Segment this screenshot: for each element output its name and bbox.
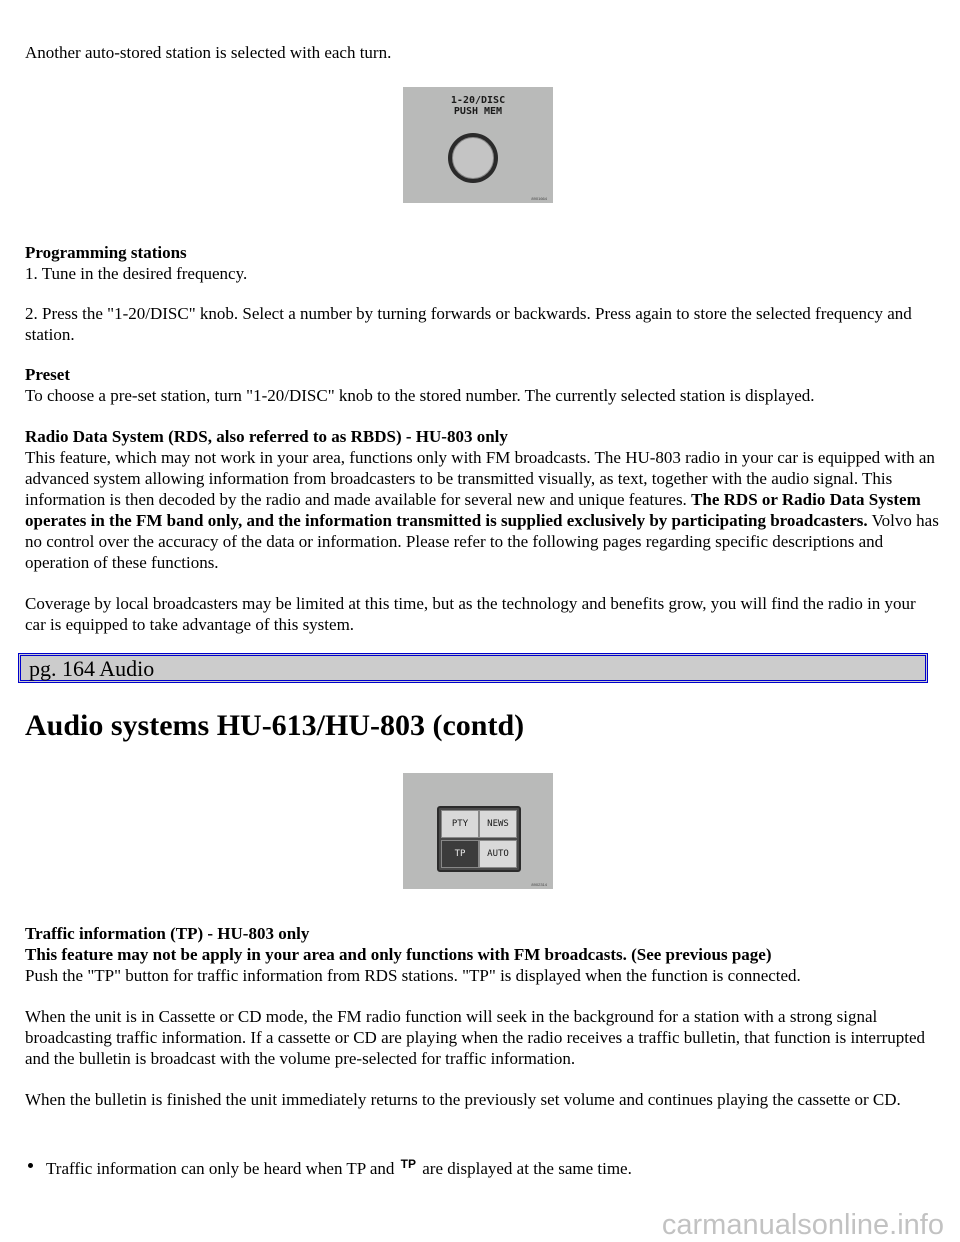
traffic-text-2: When the unit is in Cassette or CD mode, the FM radio function will seek in the background for a station with a strong signal broadcasting traffic information. If a cassette or CD are playing when the radio receives a traffic bulletin, that function is interrupted and the bulletin is broadcast with the volume pre-selected for traffic information. [25, 1007, 926, 1068]
knob-label-2: PUSH MEM [453, 106, 503, 117]
programming-step-1: 1. Tune in the desired frequency. [25, 264, 248, 283]
programming-step-2-block [25, 303, 940, 345]
traffic-bullet [46, 1154, 632, 1179]
auto-button-illustration: AUTO [479, 840, 517, 868]
watermark-bottom: carmanualsonline.info [661, 1209, 944, 1241]
tp-radio-icon: TP [400, 1157, 417, 1171]
news-button-illustration: NEWS [479, 810, 517, 838]
preset-text: To choose a pre-set station, turn "1-20/DISC" knob to the stored number. The currently selected station is displayed. [25, 386, 815, 405]
programming-step-2: 2. Press the "1-20/DISC" knob. Select a number by turning forwards or backwards. Press again to store the selected frequency and station. [25, 304, 912, 344]
tp-button-illustration: TP [441, 840, 479, 868]
figure-code: 8901664 [531, 196, 547, 201]
traffic-text-3: When the bulletin is finished the unit immediately returns to the previously set volume and continues playing the cassette or CD. [25, 1090, 901, 1109]
preset-heading: Preset [25, 365, 70, 384]
rds-heading: Radio Data System (RDS, also referred to as RBDS) - HU-803 only [25, 427, 508, 446]
knob-illustration [448, 133, 498, 183]
traffic-heading: Traffic information (TP) - HU-803 only [25, 924, 310, 943]
bullet-dot [28, 1163, 33, 1168]
rds-text-a: This feature, which may not work in your area, functions only with FM broadcasts. The HU-803 radio in your car is equipped with an advanced system allowing information from broadcasters to be transmitted visually, as text, together with the audio signal. This information is then decoded by the radio and made available for several new and unique features. [25, 448, 935, 509]
rds-coverage: Coverage by local broadcasters may be limited at this time, but as the technology and benefits grow, you will find the radio in your car is equipped to take advantage of this system. [25, 594, 916, 634]
traffic-text-2-block [25, 1006, 940, 1069]
intro-text: Another auto-stored station is selected with each turn. [25, 43, 392, 62]
traffic-text-3-block [25, 1089, 940, 1110]
page-title: Audio systems HU-613/HU-803 (contd) [25, 709, 525, 742]
rds-paragraph [25, 447, 940, 573]
bullet-text-a: Traffic information can only be heard when TP and [46, 1159, 399, 1178]
rds-buttons-figure [403, 773, 553, 889]
rds-coverage-block [25, 593, 940, 635]
preset-section [25, 364, 940, 406]
traffic-section [25, 923, 940, 986]
programming-heading: Programming stations [25, 243, 187, 262]
knob-figure [403, 87, 553, 203]
rds-text-bold: The RDS or Radio Data System operates in the FM band only, and the information transmitted is supplied exclusively by participating broadcasters. [25, 490, 921, 530]
rds-section [25, 426, 940, 573]
page-bar: pg. 164 Audio [18, 653, 928, 683]
bullet-text-b: are displayed at the same time. [418, 1159, 632, 1178]
button-panel [437, 806, 521, 872]
pty-button-illustration: PTY [441, 810, 479, 838]
traffic-subheading: This feature may not be apply in your area and only functions with FM broadcasts. (See previous page) [25, 945, 772, 964]
rds-text-b: Volvo has no control over the accuracy of the data or information. Please refer to the following pages regarding specific descriptions and operation of these functions. [25, 511, 939, 572]
programming-section [25, 242, 940, 284]
traffic-text-1: Push the "TP" button for traffic information from RDS stations. "TP" is displayed when the function is connected. [25, 966, 801, 985]
figure-code: 8902314 [531, 882, 547, 887]
knob-label-1: 1-20/DISC [450, 95, 506, 106]
